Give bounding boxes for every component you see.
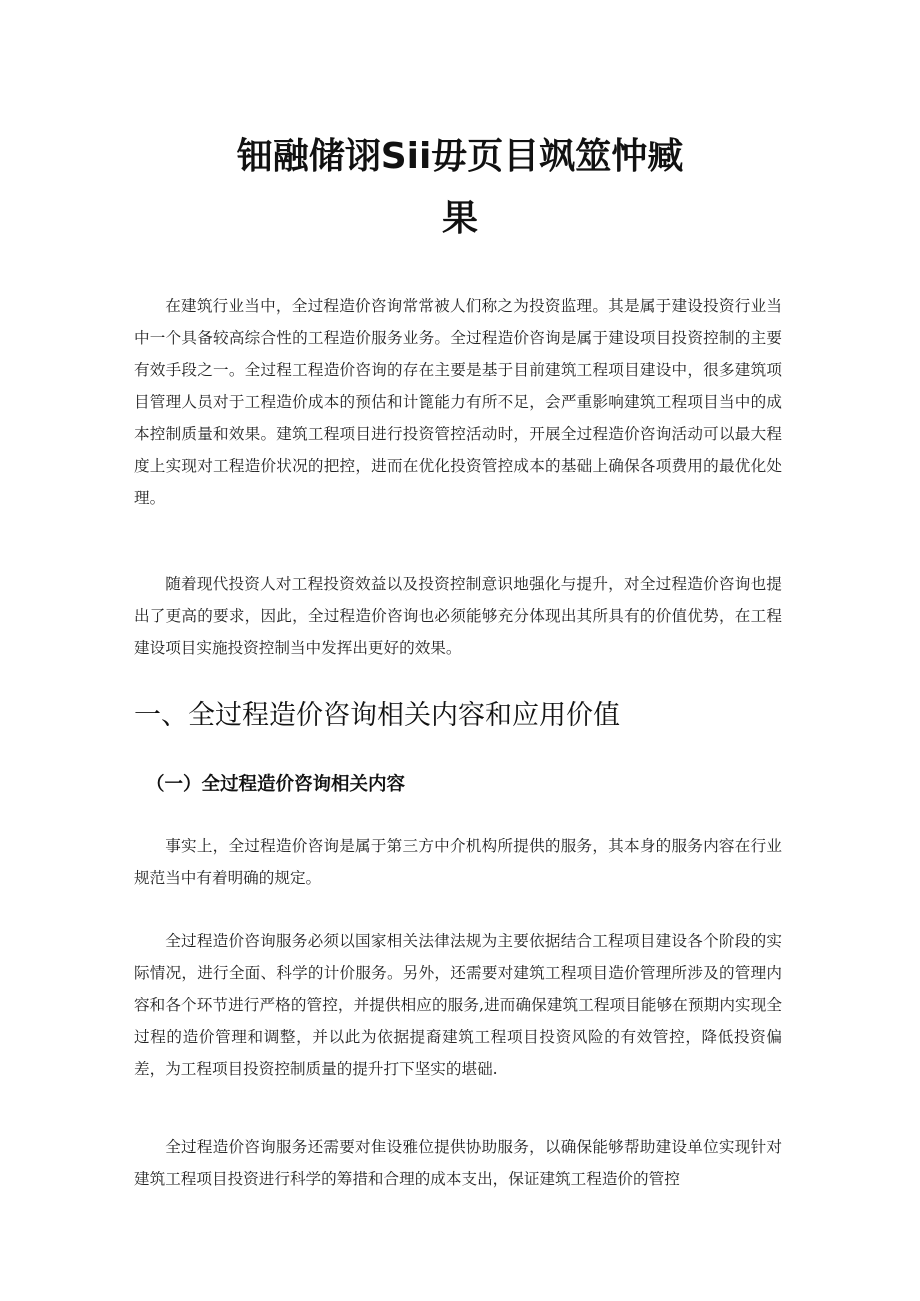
body-paragraph-2: 全过程造价咨询服务必须以国家相关法律法规为主要依据结合工程项目建设各个阶段的实际情况，进行全面、科学的计价服务。另外，还需要对建筑工程项目造价管理所涉及的管理内容和各个环节进行严格的管控，并提供相应的服务,进而确保建筑工程项目能够在预期内实现全过程的造价管理和调整，并以此为依据提裔建筑工程项目投资风险的有效管控，降低投资偏差，为工程项目投资控制质量的提升打下坚实的堪础. (134, 932, 782, 1078)
intro-paragraph-1: 在建筑行业当中，全过程造价咨询常常被人们称之为投资监理。其是属于建设投资行业当中一个具备较高综合性的工程造价服务业务。全过程造价咨询是属于建设项目投资控制的主要有效手段之一。全过程工程造价咨询的存在主要是基于目前建筑工程项目建设中，很多建筑项目管理人员对于工程造价成本的预估和计篦能力有所不足，会严重影响建筑工程项目当中的成本控制质量和效果。建筑工程项目进行投资管控活动时，开展全过程造价咨询活动可以最大程度上实现对工程造价状况的把控，进而在优化投资管控成本的基础上确保各项费用的最优化处理。 (134, 297, 782, 507)
document-title-line-1: 钿融储诩Sii毋页目飒筮忡臧 (236, 136, 684, 177)
section-heading: 一、全过程造价咨询相关内容和应用价值 (134, 700, 620, 731)
body-paragraph-1: 事实上，全过程造价咨询是属于第三方中介机构所提供的服务，其本身的服务内容在行业规范当中有着明确的规定。 (134, 837, 782, 887)
intro-paragraph-2: 随着现代投资人对工程投资效益以及投资控制意识地强化与提升，对全过程造价咨询也提出了更高的要求，因此，全过程造价咨询也必须能够充分体现出其所具有的价值优势，在工程建设项目实施投资控制当中发挥出更好的效果。 (134, 575, 782, 657)
subsection-heading: （一）全过程造价咨询相关内容 (146, 774, 406, 795)
body-paragraph-3: 全过程造价咨询服务还需要对隹设雅位提供协助服务，以确保能够帮助建设单位实现针对建筑工程项目投资进行科学的筹措和合理的成本支出，保证建筑工程造价的管控 (134, 1138, 782, 1188)
document-title-line-2: 果 (441, 198, 478, 239)
